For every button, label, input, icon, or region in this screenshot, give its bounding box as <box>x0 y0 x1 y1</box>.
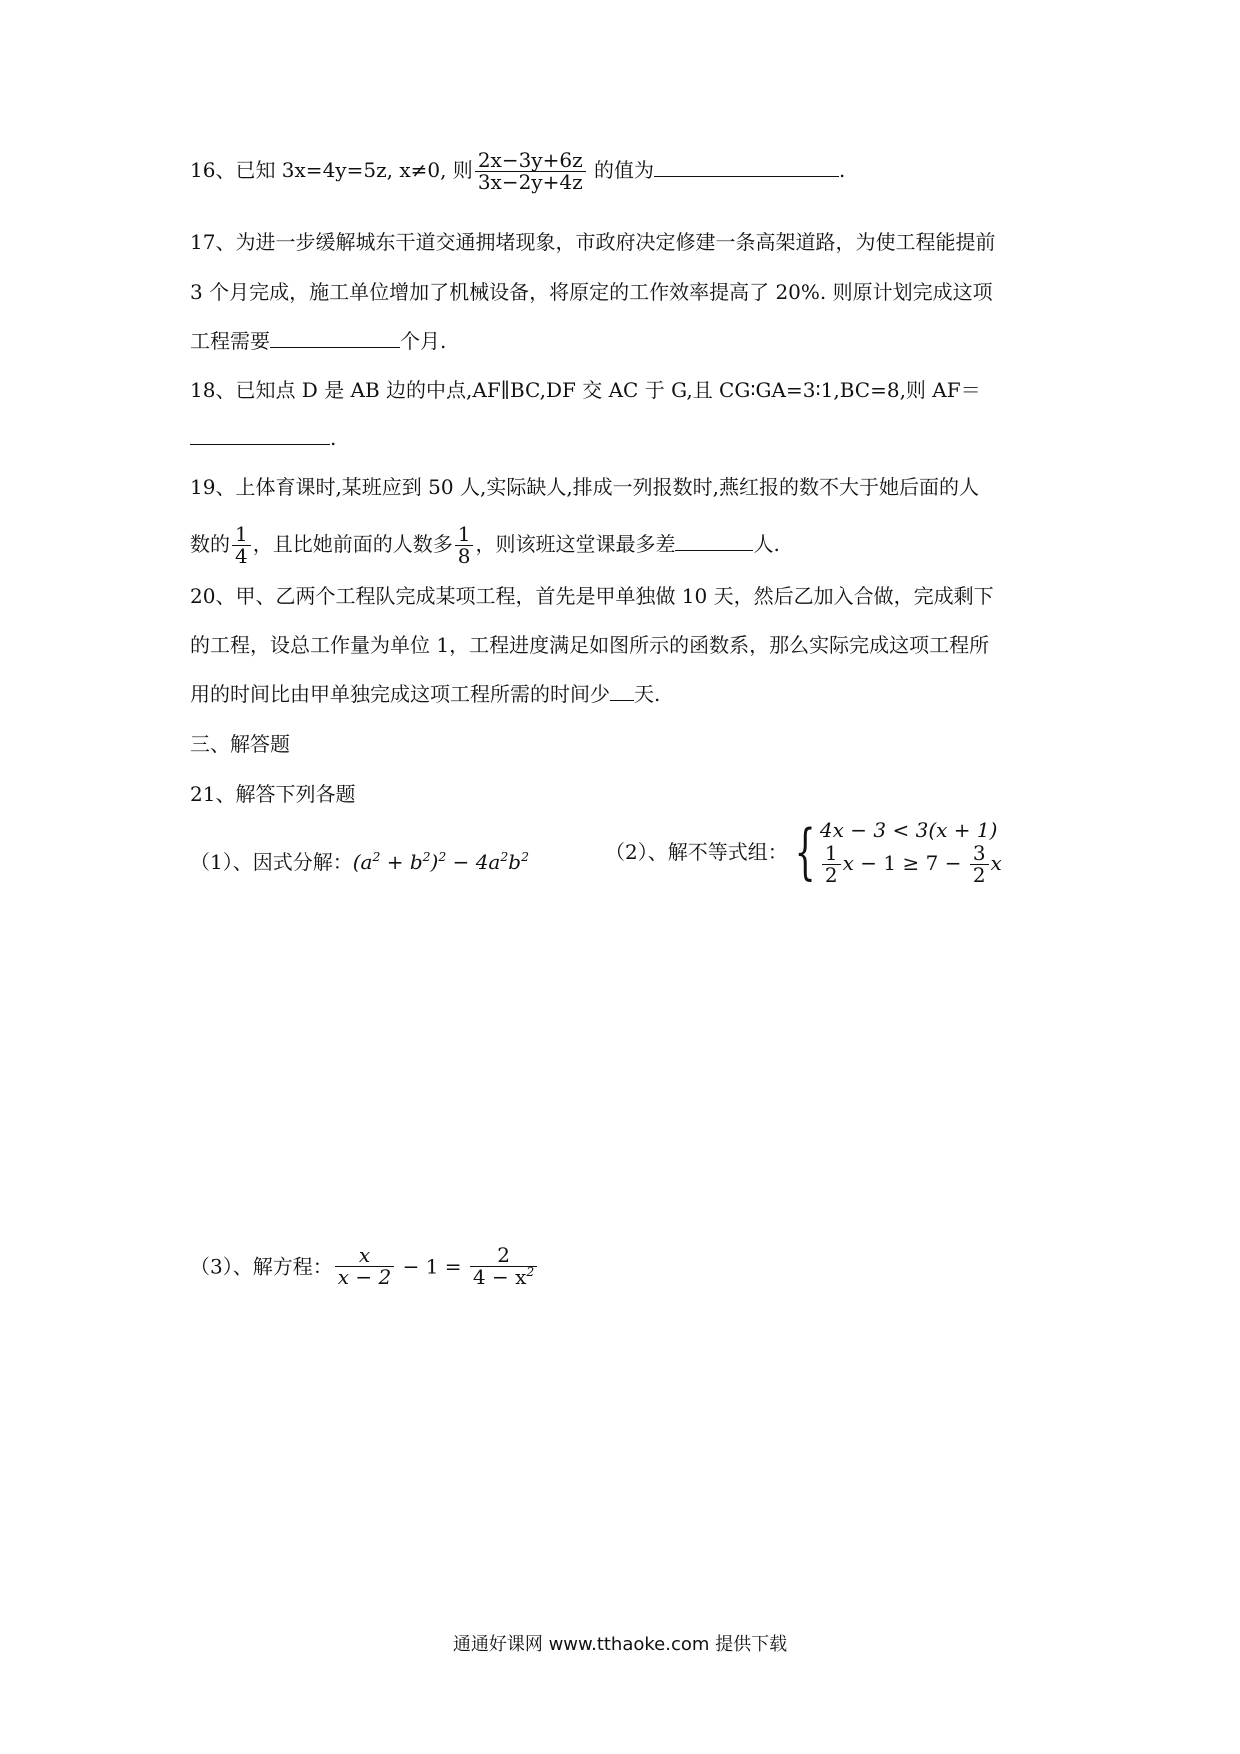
q18-line-2 <box>190 424 336 452</box>
q21-p1-label: （1）、因式分解： <box>190 850 353 874</box>
q20-line3-post: 天. <box>634 682 661 706</box>
q17-line-3 <box>190 327 446 355</box>
q21-p3-label: （3）、解方程： <box>190 1254 333 1279</box>
q21-p3-numerator-1: x <box>335 1245 394 1267</box>
q16-end: . <box>838 158 846 182</box>
q20-line-1: 20、甲、乙两个工程队完成某项工程，首先是甲单独做 10 天，然后乙加入合做，完成剩下 <box>190 584 994 608</box>
q19-end: 人. <box>753 532 780 556</box>
system-brace-icon: { <box>794 817 816 887</box>
q21-p3-fraction-2 <box>470 1245 537 1288</box>
q17-line-1: 17、为进一步缓解城东干道交通拥堵现象，市政府决定修建一条高架道路，为使工程能提前 <box>190 230 996 254</box>
q21-part-1 <box>190 848 529 876</box>
q21-p2-inequality-1: 4x − 3 < 3(x + 1) <box>819 818 998 842</box>
question-16 <box>190 150 845 193</box>
q19-f1-denominator: 4 <box>235 544 248 568</box>
q16-answer-blank[interactable] <box>654 156 839 177</box>
q19-answer-blank[interactable] <box>675 530 753 551</box>
q19-f1-numerator: 1 <box>232 524 251 546</box>
page-footer[interactable]: 通通好课网 www.tthaoke.com 提供下载 <box>452 1634 788 1655</box>
q21-p3-denominator-1: x − 2 <box>337 1265 392 1289</box>
q18-end: . <box>330 426 337 450</box>
q19-line-1: 19、上体育课时,某班应到 50 人,实际缺人,排成一列报数时,燕红报的数不大于她后面的人 <box>190 475 980 499</box>
q21-p2-inequality-system <box>820 818 1002 886</box>
section-3-heading: 三、解答题 <box>190 732 290 756</box>
q17-line3-pre: 工程需要 <box>190 329 270 353</box>
q20-line-3 <box>190 680 660 708</box>
q19-post: ，则该班这堂课最多差 <box>475 532 676 556</box>
q21-p3-denominator-text: 4 − x <box>472 1265 527 1289</box>
q21-p2-label: （2）、解不等式组： <box>605 840 788 864</box>
q19-f2-denominator: 8 <box>457 544 471 568</box>
q21-p2-inequality-2: $\frac{1}{2}$ x − 1 ≥ 7 − $\frac{3}{2}$ x <box>820 843 1002 886</box>
q20-line3-pre: 用的时间比由甲单独完成这项工程所需的时间少 <box>190 682 610 706</box>
q19-line-2 <box>190 524 780 567</box>
q19-pre: 数的 <box>190 532 230 556</box>
q21-title: 21、解答下列各题 <box>190 782 356 806</box>
q21-part-2 <box>605 818 1002 886</box>
q19-f2-numerator: 1 <box>455 524 474 546</box>
q16-denominator: 3x−2y+4z <box>477 170 583 194</box>
q16-fraction <box>475 150 586 193</box>
q17-line-2: 3 个月完成，施工单位增加了机械设备，将原定的工作效率提高了 20%. 则原计划完成这项 <box>190 280 993 304</box>
q19-mid: ，且比她前面的人数多 <box>252 532 453 556</box>
q20-answer-blank[interactable] <box>610 680 634 701</box>
q16-prefix: 16、已知 3x=4y=5z, x≠0, 则 <box>190 158 473 182</box>
q17-line3-post: 个月. <box>400 329 447 353</box>
q21-p3-fraction-1 <box>335 1245 394 1288</box>
q21-part-3 <box>190 1245 539 1288</box>
q18-line-1: 18、已知点 D 是 AB 边的中点,AF∥BC,DF 交 AC 于 G,且 CG∶GA=3∶1,BC=8,则 AF＝ <box>190 378 981 402</box>
q21-p3-numerator-2: 2 <box>470 1245 537 1267</box>
q16-suffix: 的值为 <box>587 158 654 182</box>
q18-answer-blank[interactable] <box>190 424 330 445</box>
q16-numerator: 2x−3y+6z <box>475 150 586 172</box>
q19-fraction-2 <box>455 524 474 567</box>
q21-p1-expression: $(a^2 + b^2)^2 - 4a^2b^2$ <box>352 848 529 874</box>
q20-line-2: 的工程，设总工作量为单位 1，工程进度满足如图所示的函数系，那么实际完成这项工程所 <box>190 633 990 657</box>
q19-fraction-1 <box>232 524 251 567</box>
q17-answer-blank[interactable] <box>270 327 400 348</box>
q21-p3-denominator-2: $4 - x^2$ <box>472 1263 535 1289</box>
q21-p3-middle: − 1 = <box>396 1254 468 1279</box>
